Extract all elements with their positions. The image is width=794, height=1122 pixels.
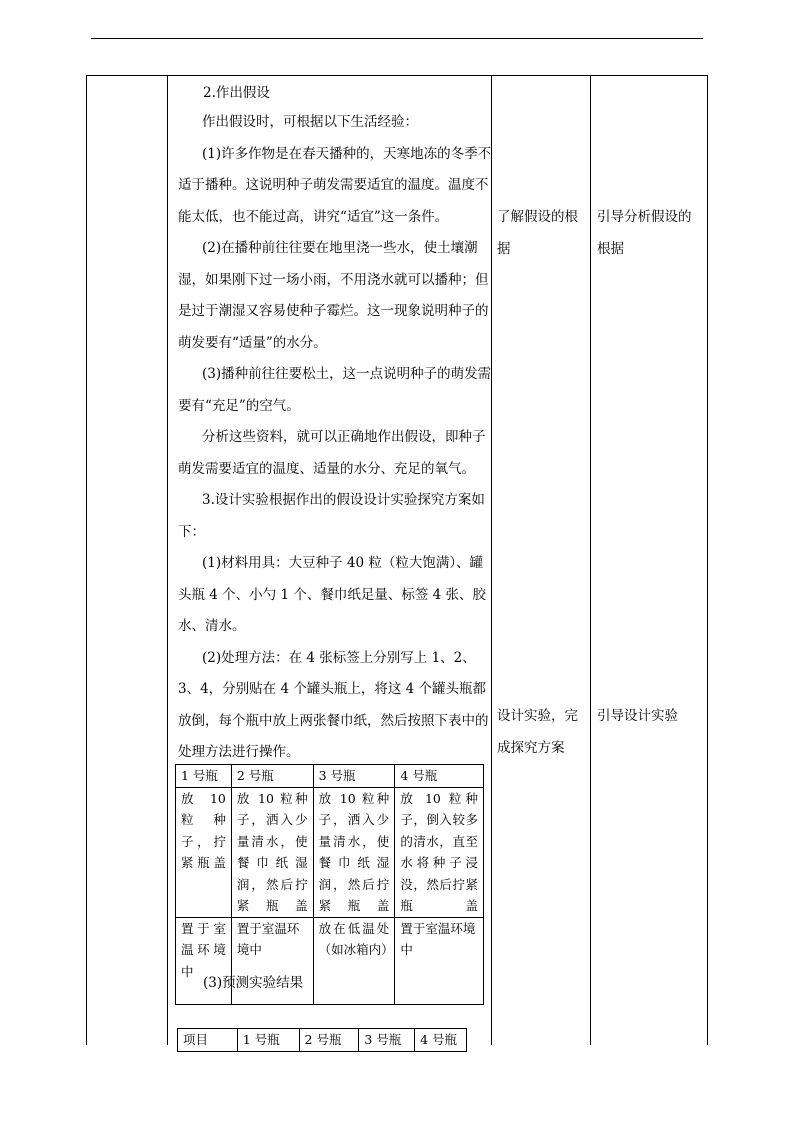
teacher-activity-1: 引导分析假设的根据 (597, 209, 692, 257)
table-row (176, 765, 484, 788)
header-cell: 1 号瓶 (237, 1029, 299, 1052)
paragraph-temperature: (1)许多作物是在春天播种的，天寒地冻的冬季不适于播种。这说明种子萌发需要适宜的温度。温度不能太低，也不能过高，讲究“适宜”这一条件。 (178, 145, 492, 225)
header-cell: 3 号瓶 (313, 765, 395, 788)
student-activity-1: 了解假设的根据 (497, 209, 578, 257)
paragraph-water: (2)在播种前往往要在地里浇一些水，使土壤潮湿，如果刚下过一场小雨，不用浇水就可以播种；但是过于潮湿又容易使种子霉烂。这一现象说明种子的萌发要有“适量”的水分。 (178, 240, 489, 351)
section-heading: 2.作出假设 (203, 85, 270, 101)
treatment-cell: 放 10 粒种子，拧紧瓶盖 (176, 787, 232, 917)
condition-cell: 放在低温处（如冰箱内） (313, 917, 395, 1004)
paragraph-method: (2)处理方法：在 4 张标签上分别写上 1、2、3、4，分别贴在 4 个罐头瓶上，将这 4 个罐头瓶都放倒，每个瓶中放上两张餐巾纸，然后按照下表中的处理方法进行操作。 (178, 649, 489, 760)
condition-cell: 置于室温环境中 (395, 917, 484, 1004)
header-cell: 4 号瓶 (395, 765, 484, 788)
table-row (176, 787, 484, 917)
paragraph-design: 3.设计实验根据作出的假设设计实验探究方案如下： (178, 492, 485, 540)
paragraph-materials: (1)材料用具：大豆种子 40 粒（粒大饱满）、罐头瓶 4 个、小勺 1 个、餐巾纸足量、标签 4 张、胶水、清水。 (178, 555, 487, 634)
condition-cell: 置于室温环境中 (176, 917, 232, 1004)
paragraph-analysis: 分析这些资料，就可以正确地作出假设，即种子萌发需要适宜的温度、适量的水分、充足的氧气。 (178, 429, 486, 477)
treatment-table (175, 764, 484, 1005)
treatment-cell: 放 10 粒种子，洒入少量清水，使餐巾纸湿润，然后拧紧瓶盖 (313, 787, 395, 917)
column-divider-3 (590, 76, 591, 1045)
header-cell: 3 号瓶 (359, 1029, 415, 1052)
content-paragraphs (178, 107, 496, 769)
column-divider-1 (167, 76, 168, 1045)
results-table (177, 1028, 467, 1052)
student-activity-2: 设计实验，完成探究方案 (497, 708, 578, 756)
paragraph-air: (3)播种前往往要松土，这一点说明种子的萌发需要有“充足”的空气。 (178, 366, 492, 414)
treatment-cell: 放 10 粒种子，洒入少量清水，使餐巾纸湿润，然后拧紧瓶盖 (231, 787, 313, 917)
header-cell: 项目 (178, 1029, 238, 1052)
header-cell: 4 号瓶 (415, 1029, 467, 1052)
prediction-heading: (3)预测实验结果 (203, 975, 304, 991)
paragraph-intro: 作出假设时，可根据以下生活经验： (202, 114, 418, 130)
lesson-table (86, 75, 708, 1045)
treatment-cell: 放 10 粒种子，倒入较多的清水，直至水将种子浸没，然后拧紧瓶盖 (395, 787, 484, 917)
condition-cell: 置于室温环境中 (231, 917, 313, 1004)
header-rule (91, 38, 703, 39)
header-cell: 1 号瓶 (176, 765, 232, 788)
header-cell: 2 号瓶 (299, 1029, 359, 1052)
table-row (178, 1029, 467, 1052)
teacher-activity-2: 引导设计实验 (597, 708, 678, 724)
header-cell: 2 号瓶 (231, 765, 313, 788)
